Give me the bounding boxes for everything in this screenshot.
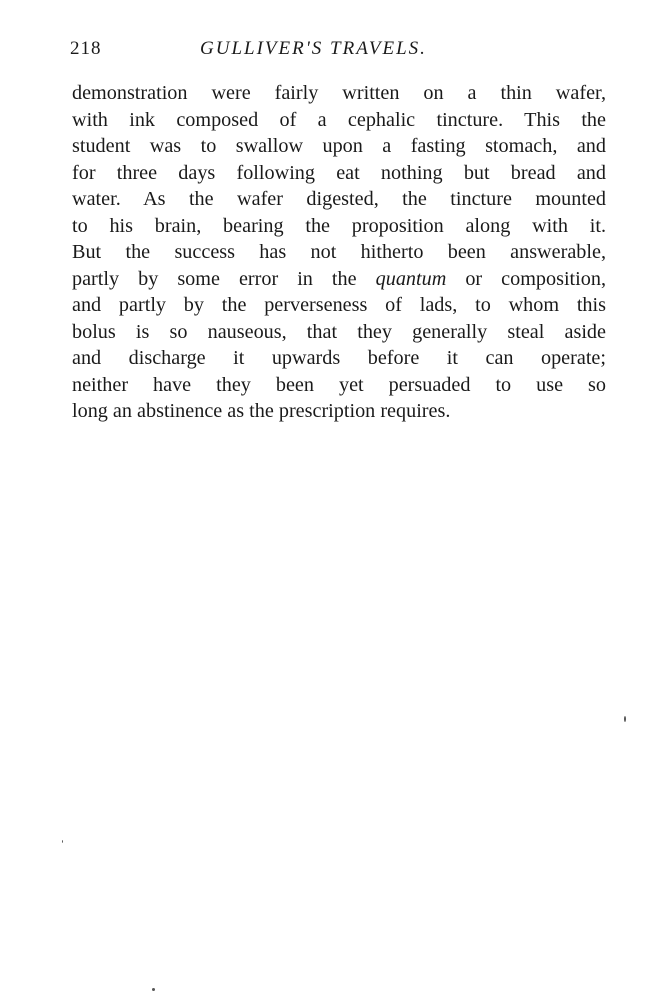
text-line: and partly by the perverseness of lads, to whom this — [72, 294, 606, 316]
text-segment: or composition, — [465, 267, 607, 290]
text-line: But the success has not hitherto been answerable, — [72, 241, 606, 263]
text-line: and discharge it upwards before it can operate; — [72, 347, 606, 369]
text-line: demonstration were fairly written on a thin wafer, — [72, 82, 606, 104]
running-head: GULLIVER'S TRAVELS. — [200, 38, 427, 59]
text-segment: partly by some error in the — [72, 267, 357, 290]
text-line: for three days following eat nothing but bread and — [72, 161, 606, 184]
text-line: bolus is so nauseous, that they generally steal aside — [72, 320, 606, 343]
paper-speck — [152, 988, 155, 991]
text-line: to his brain, bearing the proposition along with it. — [72, 214, 606, 237]
body-paragraph — [72, 80, 606, 425]
text-line: student was to swallow upon a fasting stomach, and — [72, 135, 606, 157]
italic-word-quantum: quantum — [375, 267, 447, 290]
paper-speck — [624, 716, 626, 722]
paper-speck — [62, 840, 63, 843]
text-line: water. As the wafer digested, the tincture mounted — [72, 188, 606, 210]
text-line: long an abstinence as the prescription requires. — [72, 400, 451, 422]
text-line: with ink composed of a cephalic tincture. This the — [72, 108, 606, 131]
page-number: 218 — [70, 38, 102, 59]
text-line-with-italic — [72, 266, 606, 293]
text-line: neither have they been yet persuaded to use so — [72, 373, 606, 396]
